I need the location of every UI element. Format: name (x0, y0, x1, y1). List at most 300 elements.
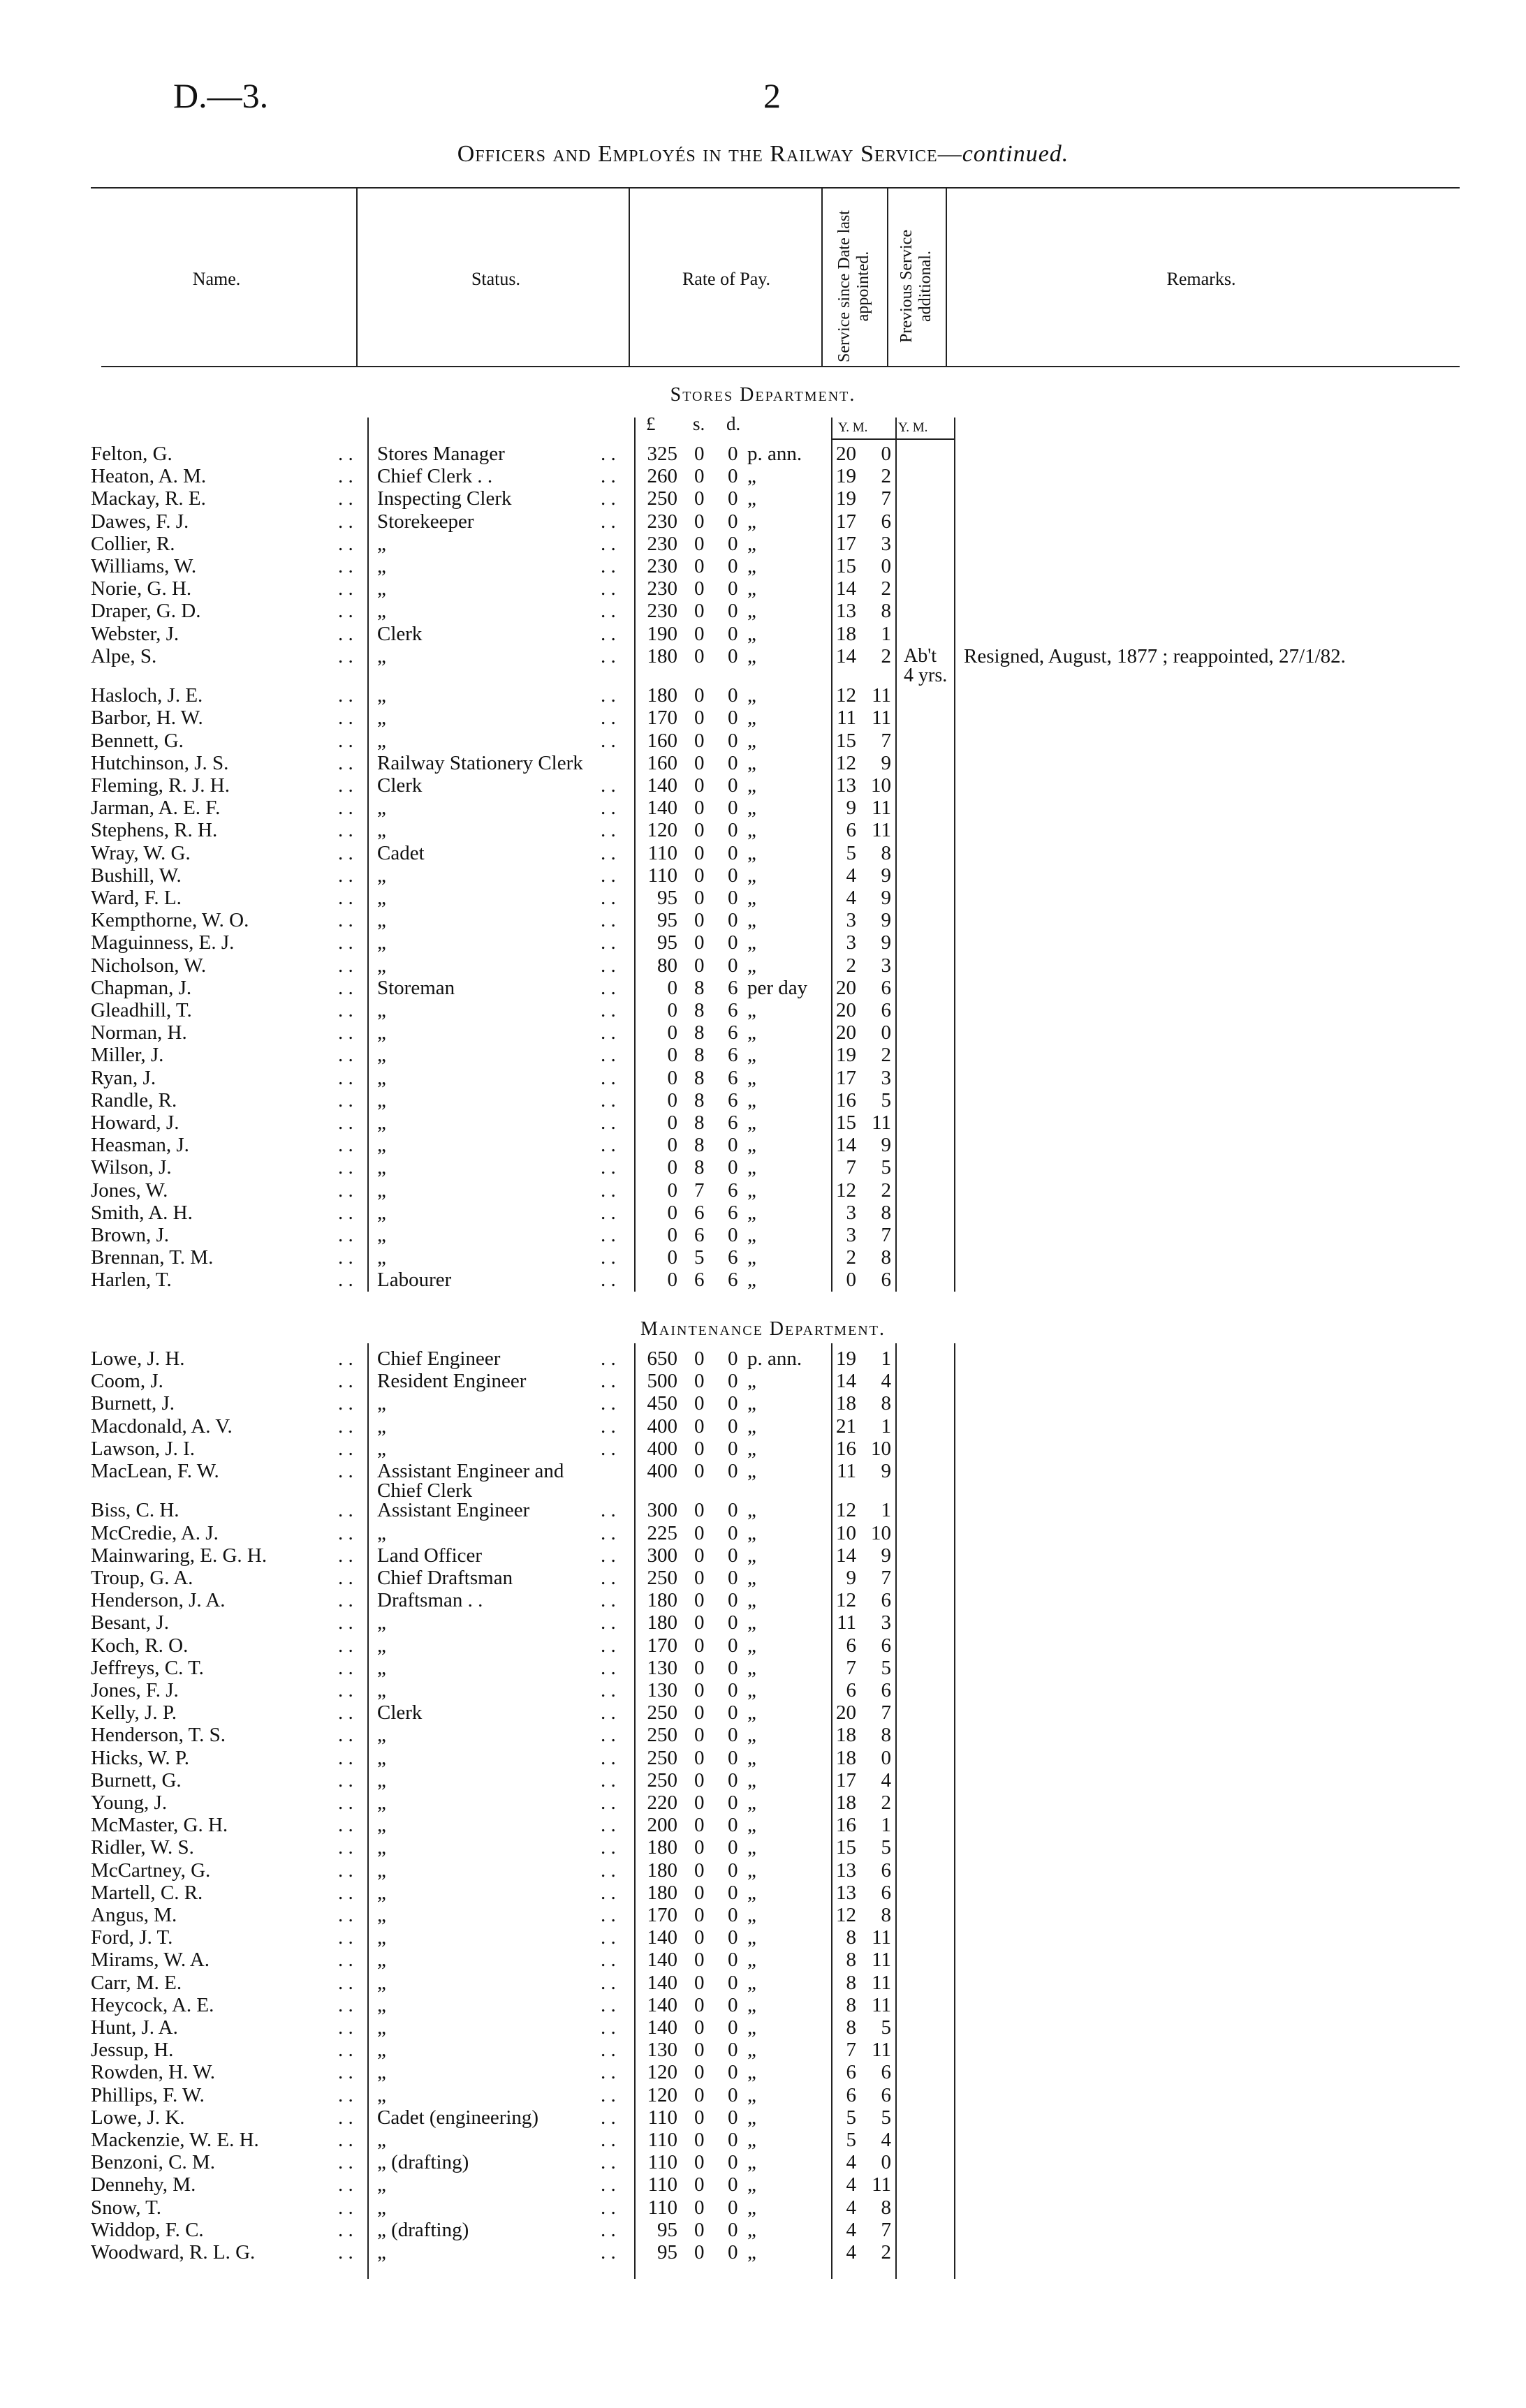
service-months: 5 (881, 1656, 891, 1679)
leader-dots: . . (601, 954, 616, 977)
leader-dots: . . (338, 2061, 353, 2084)
leader-dots: . . (601, 707, 616, 730)
leader-dots: . . (601, 841, 616, 864)
page-number: 2 (763, 76, 781, 115)
pay-shillings: 8 (694, 998, 705, 1021)
employee-status: „ (377, 1201, 386, 1224)
column-rule (634, 1343, 636, 2279)
pay-pounds: 180 (647, 644, 677, 667)
pay-pounds: 110 (647, 841, 677, 864)
pay-period: „ (747, 2218, 756, 2241)
employee-name: Burnett, J. (91, 1392, 175, 1415)
pay-shillings: 0 (694, 510, 705, 533)
service-months: 11 (872, 2173, 891, 2196)
pay-period: „ (747, 1589, 756, 1612)
pay-pounds: 0 (667, 998, 677, 1021)
pay-period: „ (747, 1269, 756, 1292)
pay-pounds: 400 (647, 1437, 677, 1460)
service-years: 8 (846, 1926, 856, 1949)
pay-pounds: 250 (647, 487, 677, 510)
pay-pence: 0 (728, 1521, 738, 1544)
pay-shillings: 0 (694, 886, 705, 909)
pay-period: „ (747, 1201, 756, 1224)
leader-dots: . . (601, 2173, 616, 2196)
service-years: 7 (846, 1156, 856, 1179)
pay-pence: 0 (728, 510, 738, 533)
employee-name: Lawson, J. I. (91, 1437, 196, 1460)
pay-pence: 0 (728, 2039, 738, 2062)
employee-status: Chief Draftsman (377, 1566, 513, 1589)
employee-name: Hicks, W. P. (91, 1746, 190, 1769)
service-months: 6 (881, 2061, 891, 2084)
leader-dots: . . (338, 1544, 353, 1567)
employee-status: Draftsman . . (377, 1589, 483, 1612)
leader-dots: . . (338, 1370, 353, 1393)
leader-dots: . . (338, 2016, 353, 2039)
service-years: 11 (837, 707, 856, 730)
leader-dots: . . (601, 622, 616, 645)
leader-dots: . . (338, 1926, 353, 1949)
employee-status: „ (377, 2083, 386, 2106)
service-years: 2 (846, 1246, 856, 1269)
header-divider (629, 189, 630, 366)
pay-shillings: 0 (694, 2039, 705, 2062)
pay-period: „ (747, 2106, 756, 2129)
leader-dots: . . (338, 1993, 353, 2016)
pay-pounds: 110 (647, 2151, 677, 2174)
employee-status: „ (377, 2196, 386, 2219)
column-rule (634, 418, 636, 1292)
pay-period: „ (747, 555, 756, 577)
leader-dots: . . (601, 1746, 616, 1769)
pay-period: „ (747, 1156, 756, 1179)
service-months: 3 (881, 954, 891, 977)
pay-pounds: 140 (647, 774, 677, 797)
leader-dots: . . (601, 600, 616, 623)
leader-dots: . . (601, 931, 616, 954)
leader-dots: . . (601, 1566, 616, 1589)
service-years: 17 (836, 510, 856, 533)
pay-pence: 0 (728, 1724, 738, 1747)
service-months: 6 (881, 2083, 891, 2106)
pay-shillings: 0 (694, 2240, 705, 2263)
employee-status: „ (377, 2173, 386, 2196)
leader-dots: . . (338, 1881, 353, 1904)
employee-status: „ (377, 931, 386, 954)
leader-dots: . . (601, 1437, 616, 1460)
pay-pence: 6 (728, 976, 738, 999)
employee-name: Brown, J. (91, 1223, 169, 1246)
pay-shillings: 0 (694, 443, 705, 465)
pay-pence: 0 (728, 443, 738, 465)
service-years: 12 (836, 684, 856, 707)
pay-pounds: 0 (667, 1134, 677, 1157)
employee-name: Carr, M. E. (91, 1971, 182, 1994)
service-years: 13 (836, 1881, 856, 1904)
pay-pounds: 95 (657, 2240, 677, 2263)
pay-pounds: 170 (647, 707, 677, 730)
employee-name: Angus, M. (91, 1903, 177, 1926)
employee-status: „ (377, 1134, 386, 1157)
leader-dots: . . (601, 2151, 616, 2174)
employee-name: Barbor, H. W. (91, 707, 203, 730)
employee-name: Wray, W. G. (91, 841, 191, 864)
pay-period: „ (747, 1499, 756, 1522)
pay-period: „ (747, 1021, 756, 1044)
service-years: 13 (836, 774, 856, 797)
header-divider (946, 189, 947, 366)
leader-dots: . . (601, 2240, 616, 2263)
leader-dots: . . (338, 797, 353, 820)
service-years: 21 (836, 1414, 856, 1438)
pay-pounds: 250 (647, 1746, 677, 1769)
leader-dots: . . (338, 2039, 353, 2062)
pay-pence: 0 (728, 465, 738, 488)
leader-dots: . . (601, 1993, 616, 2016)
pay-period: „ (747, 1949, 756, 1972)
employee-name: MacLean, F. W. (91, 1460, 219, 1482)
service-months: 11 (872, 2039, 891, 2062)
employee-status: „ (377, 1246, 386, 1269)
pay-shillings: 0 (694, 774, 705, 797)
service-months: 10 (871, 1437, 891, 1460)
pay-period: „ (747, 1903, 756, 1926)
service-years: 2 (846, 954, 856, 977)
employee-status: Storekeeper (377, 510, 474, 533)
service-years: 6 (846, 819, 856, 842)
pay-pounds: 250 (647, 1724, 677, 1747)
leader-dots: . . (338, 1499, 353, 1522)
pay-period: „ (747, 510, 756, 533)
service-years: 4 (846, 2196, 856, 2219)
employee-status: „ (377, 1088, 386, 1111)
leader-dots: . . (601, 487, 616, 510)
pay-shillings: 0 (694, 1836, 705, 1859)
employee-status: „ (377, 1044, 386, 1067)
service-months: 6 (881, 1269, 891, 1292)
service-months: 0 (881, 2151, 891, 2174)
leader-dots: . . (338, 577, 353, 600)
pay-pence: 0 (728, 684, 738, 707)
pay-pence: 0 (728, 1746, 738, 1769)
pay-pence: 0 (728, 1926, 738, 1949)
employee-status: „ (377, 1926, 386, 1949)
service-months: 1 (881, 1814, 891, 1837)
pay-shillings: 0 (694, 841, 705, 864)
employee-name: Draper, G. D. (91, 600, 201, 623)
leader-dots: . . (338, 1724, 353, 1747)
leader-dots: . . (338, 707, 353, 730)
employee-status: „ (377, 1634, 386, 1657)
leader-dots: . . (601, 1926, 616, 1949)
employee-status: Land Officer (377, 1544, 483, 1567)
pay-shillings: 0 (694, 2128, 705, 2151)
leader-dots: . . (338, 819, 353, 842)
pay-shillings: 0 (694, 1701, 705, 1724)
table-top-rule (91, 187, 1460, 189)
employee-name: Wilson, J. (91, 1156, 172, 1179)
service-years: 4 (846, 2240, 856, 2263)
employee-name: Coom, J. (91, 1370, 163, 1393)
employee-status: Resident Engineer (377, 1370, 527, 1393)
service-months: 11 (872, 1926, 891, 1949)
pay-shillings: 0 (694, 577, 705, 600)
pay-pounds: 450 (647, 1392, 677, 1415)
service-months: 9 (881, 1134, 891, 1157)
leader-dots: . . (601, 1223, 616, 1246)
service-years: 14 (836, 577, 856, 600)
column-header-status: Status. (471, 269, 521, 289)
pay-period: „ (747, 1611, 756, 1634)
leader-dots: . . (601, 2039, 616, 2062)
service-months: 5 (881, 1836, 891, 1859)
service-years: 9 (846, 797, 856, 820)
pay-shillings: 0 (694, 931, 705, 954)
service-months: 0 (881, 1746, 891, 1769)
pay-period: „ (747, 1370, 756, 1393)
service-years: 4 (846, 2173, 856, 2196)
pay-shillings: 0 (694, 1566, 705, 1589)
pay-shillings: 0 (694, 819, 705, 842)
leader-dots: . . (338, 1437, 353, 1460)
service-years: 19 (836, 487, 856, 510)
service-years: 19 (836, 465, 856, 488)
service-months: 11 (872, 819, 891, 842)
leader-dots: . . (338, 1134, 353, 1157)
leader-dots: . . (338, 1156, 353, 1179)
leader-dots: . . (338, 1971, 353, 1994)
leader-dots: . . (601, 1066, 616, 1089)
service-years: 19 (836, 1044, 856, 1067)
service-months: 1 (881, 1347, 891, 1370)
leader-dots: . . (601, 644, 616, 667)
employee-status: „ (377, 954, 386, 977)
leader-dots: . . (338, 684, 353, 707)
employee-status: Clerk (377, 1701, 423, 1724)
leader-dots: . . (338, 1791, 353, 1814)
previous-service: Ab't (904, 644, 937, 667)
pay-period: „ (747, 1814, 756, 1837)
employee-name: Randle, R. (91, 1088, 177, 1111)
pay-pounds: 140 (647, 1993, 677, 2016)
leader-dots: . . (601, 577, 616, 600)
employee-status: „ (377, 1768, 386, 1792)
employee-name: Smith, A. H. (91, 1201, 193, 1224)
pay-period: „ (747, 1859, 756, 1882)
service-years: 15 (836, 729, 856, 752)
employee-name: Woodward, R. L. G. (91, 2240, 256, 2263)
pay-pounds: 0 (667, 976, 677, 999)
pay-pence: 0 (728, 1589, 738, 1612)
employee-status: „ (377, 1678, 386, 1701)
service-months: 7 (881, 487, 891, 510)
service-months: 6 (881, 1678, 891, 1701)
pay-pounds: 300 (647, 1544, 677, 1567)
pay-pence: 0 (728, 644, 738, 667)
pay-shillings: 8 (694, 1156, 705, 1179)
employee-name: Mainwaring, E. G. H. (91, 1544, 267, 1567)
pay-period: per day (747, 976, 808, 999)
employee-name: Biss, C. H. (91, 1499, 179, 1522)
pay-pence: 0 (728, 2106, 738, 2129)
pay-shillings: 8 (694, 1066, 705, 1089)
leader-dots: . . (338, 1269, 353, 1292)
employee-status: „ (377, 1521, 386, 1544)
leader-dots: . . (338, 1701, 353, 1724)
employee-status: „ (377, 797, 386, 820)
employee-name: Nicholson, W. (91, 954, 207, 977)
pay-period: „ (747, 1993, 756, 2016)
service-months: 5 (881, 2016, 891, 2039)
pay-period: „ (747, 644, 756, 667)
employee-status: „ (377, 532, 386, 555)
pay-pence: 0 (728, 1859, 738, 1882)
pay-period: „ (747, 729, 756, 752)
pay-period: „ (747, 1460, 756, 1482)
pay-pence: 0 (728, 2173, 738, 2196)
pay-pence: 0 (728, 1223, 738, 1246)
service-months: 11 (872, 1971, 891, 1994)
pay-shillings: 0 (694, 707, 705, 730)
leader-dots: . . (338, 487, 353, 510)
pay-pence: 0 (728, 1634, 738, 1657)
pay-pence: 6 (728, 998, 738, 1021)
leader-dots: . . (601, 2128, 616, 2151)
pay-shillings: 0 (694, 1499, 705, 1522)
pay-pence: 0 (728, 1437, 738, 1460)
pay-pounds: 95 (657, 886, 677, 909)
pay-shillings: 0 (694, 1414, 705, 1438)
employee-name: Jones, F. J. (91, 1678, 179, 1701)
pay-shillings: 0 (694, 622, 705, 645)
unit-shillings: s. (693, 413, 705, 434)
document-reference: D.—3. (173, 76, 269, 115)
leader-dots: . . (601, 1634, 616, 1657)
service-months: 0 (881, 443, 891, 465)
service-years: 6 (846, 2083, 856, 2106)
service-months: 5 (881, 1156, 891, 1179)
pay-pounds: 130 (647, 1678, 677, 1701)
pay-pence: 6 (728, 1201, 738, 1224)
service-months: 8 (881, 841, 891, 864)
employee-status: Chief Engineer (377, 1347, 501, 1370)
employee-name: Brennan, T. M. (91, 1246, 214, 1269)
pay-period: „ (747, 998, 756, 1021)
leader-dots: . . (601, 1392, 616, 1415)
employee-status: „ (377, 909, 386, 932)
pay-period: „ (747, 465, 756, 488)
pay-pence: 0 (728, 577, 738, 600)
leader-dots: . . (601, 1971, 616, 1994)
leader-dots: . . (601, 555, 616, 577)
pay-period: „ (747, 819, 756, 842)
pay-pounds: 0 (667, 1088, 677, 1111)
service-years: 14 (836, 1134, 856, 1157)
pay-period: „ (747, 1926, 756, 1949)
employee-status: „ (drafting) (377, 2218, 469, 2241)
service-years: 4 (846, 2218, 856, 2241)
pay-period: „ (747, 2151, 756, 2174)
pay-pounds: 140 (647, 1949, 677, 1972)
service-months: 0 (881, 555, 891, 577)
employee-name: Webster, J. (91, 622, 179, 645)
pay-shillings: 7 (694, 1179, 705, 1202)
leader-dots: . . (601, 1088, 616, 1111)
pay-pounds: 250 (647, 1768, 677, 1792)
service-years: 3 (846, 931, 856, 954)
pay-pence: 0 (728, 909, 738, 932)
employee-name: Rowden, H. W. (91, 2061, 216, 2084)
pay-shillings: 0 (694, 644, 705, 667)
pay-pounds: 110 (647, 2173, 677, 2196)
leader-dots: . . (338, 1414, 353, 1438)
pay-pounds: 180 (647, 1589, 677, 1612)
employee-name: Ryan, J. (91, 1066, 156, 1089)
pay-pounds: 130 (647, 2039, 677, 2062)
service-years: 18 (836, 1791, 856, 1814)
leader-dots: . . (601, 1859, 616, 1882)
pay-pence: 0 (728, 2151, 738, 2174)
pay-pounds: 120 (647, 2061, 677, 2084)
leader-dots: . . (601, 1656, 616, 1679)
pay-pence: 0 (728, 1156, 738, 1179)
pay-pence: 0 (728, 819, 738, 842)
pay-shillings: 6 (694, 1201, 705, 1224)
service-months: 7 (881, 1701, 891, 1724)
pay-shillings: 0 (694, 2196, 705, 2219)
pay-period: „ (747, 707, 756, 730)
pay-shillings: 0 (694, 2173, 705, 2196)
service-months: 8 (881, 1903, 891, 1926)
pay-period: „ (747, 886, 756, 909)
leader-dots: . . (601, 998, 616, 1021)
leader-dots: . . (601, 819, 616, 842)
service-years: 12 (836, 751, 856, 774)
service-months: 11 (872, 797, 891, 820)
employee-name: Besant, J. (91, 1611, 169, 1634)
service-years: 12 (836, 1499, 856, 1522)
pay-pence: 0 (728, 1544, 738, 1567)
employee-name: Widdop, F. C. (91, 2218, 204, 2241)
pay-pence: 0 (728, 555, 738, 577)
employee-name: Maguinness, E. J. (91, 931, 235, 954)
pay-pounds: 140 (647, 1926, 677, 1949)
employee-status: Assistant Engineer and (377, 1460, 564, 1482)
leader-dots: . . (338, 751, 353, 774)
employee-name: Mirams, W. A. (91, 1949, 210, 1972)
service-months: 9 (881, 864, 891, 887)
employee-name: Martell, C. R. (91, 1881, 203, 1904)
employee-name: Norman, H. (91, 1021, 187, 1044)
pay-shillings: 8 (694, 1111, 705, 1134)
pay-pence: 0 (728, 864, 738, 887)
pay-shillings: 0 (694, 1949, 705, 1972)
service-months: 6 (881, 1859, 891, 1882)
pay-period: p. ann. (747, 443, 802, 465)
pay-shillings: 6 (694, 1223, 705, 1246)
pay-pence: 0 (728, 729, 738, 752)
leader-dots: . . (338, 2173, 353, 2196)
pay-shillings: 8 (694, 1134, 705, 1157)
pay-shillings: 0 (694, 2218, 705, 2241)
column-header-name: Name. (192, 269, 241, 289)
pay-period: „ (747, 1566, 756, 1589)
employee-name: Hunt, J. A. (91, 2016, 178, 2039)
leader-dots: . . (601, 1370, 616, 1393)
service-years: 11 (837, 1611, 856, 1634)
pay-shillings: 8 (694, 1044, 705, 1067)
pay-shillings: 0 (694, 1589, 705, 1612)
